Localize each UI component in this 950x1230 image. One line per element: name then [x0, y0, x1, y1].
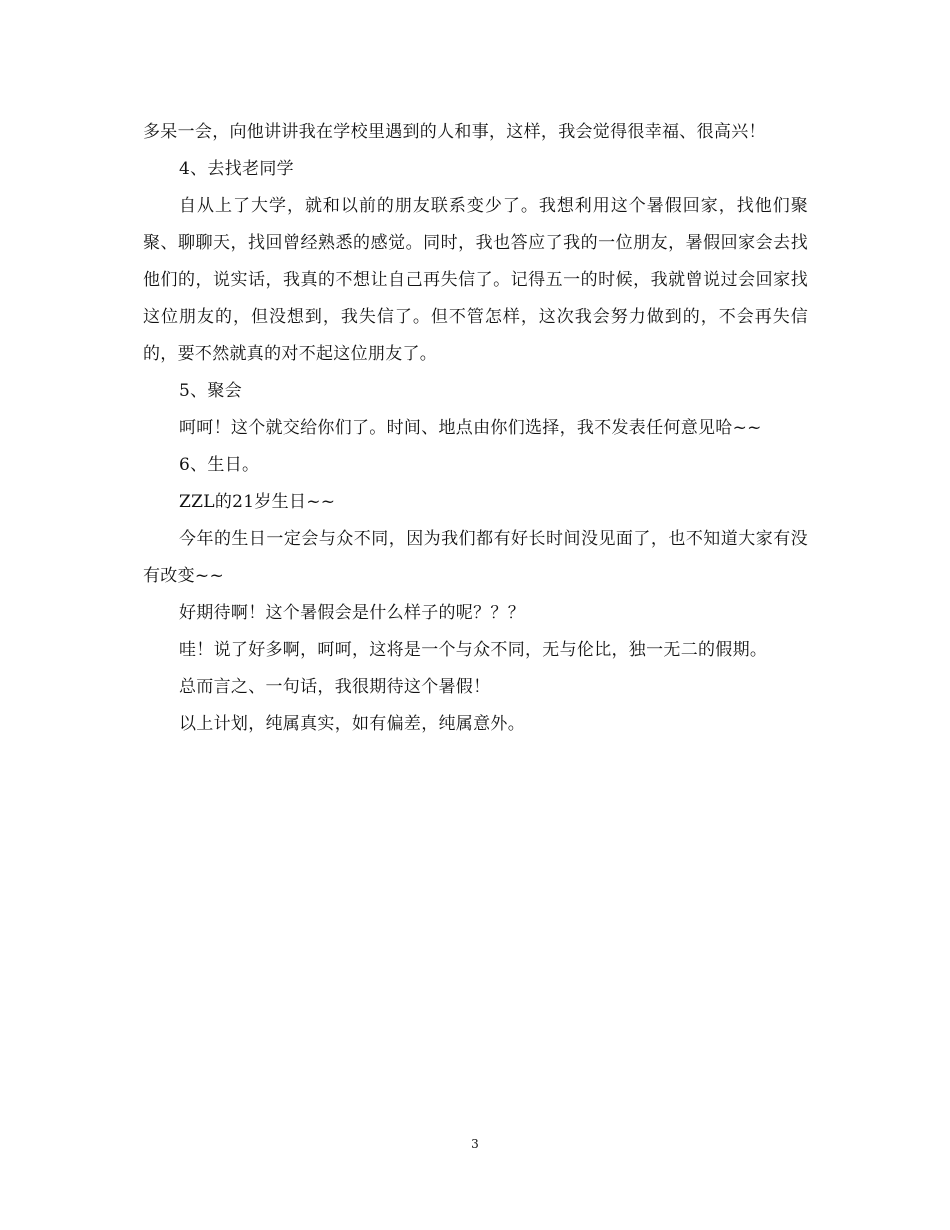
paragraph-summary: 哇！说了好多啊，呵呵，这将是一个与众不同，无与伦比，独一无二的假期。: [179, 640, 768, 660]
body-text: [143, 114, 808, 743]
paragraph-gathering: 呵呵！这个就交给你们了。时间、地点由你们选择，我不发表任何意见哈~~: [179, 418, 762, 438]
paragraph-closing: 以上计划，纯属真实，如有偏差，纯属意外。: [179, 714, 525, 734]
paragraph-continuation: 多呆一会，向他讲讲我在学校里遇到的人和事，这样，我会觉得很幸福、很高兴！: [143, 122, 766, 142]
paragraph-conclusion: 总而言之、一句话，我很期待这个暑假！: [179, 677, 491, 697]
heading-item-5: 5、聚会: [179, 381, 243, 401]
paragraph-birthday: 今年的生日一定会与众不同，因为我们都有好长时间没见面了，也不知道大家有没有改变~~: [143, 529, 808, 586]
heading-item-4: 4、去找老同学: [179, 159, 294, 179]
paragraph-old-classmates: 自从上了大学，就和以前的朋友联系变少了。我想利用这个暑假回家，找他们聚聚、聊聊天，找回曾经熟悉的感觉。同时，我也答应了我的一位朋友，暑假回家会去找他们的，说实话，我真的不想让自己再失信了。记得五一的时候，我就曾说过会回家找这位朋友的，但没想到，我失信了。但不管怎样，这次我会努力做到的，不会再失信的，要不然就真的对不起这位朋友了。: [143, 196, 808, 364]
heading-item-6: 6、生日。: [179, 455, 260, 475]
paragraph-birthday-name: ZZL的21岁生日~~: [179, 492, 336, 512]
paragraph-expectation: 好期待啊！这个暑假会是什么样子的呢？？？: [179, 603, 525, 623]
page-number: 3: [471, 1137, 479, 1151]
